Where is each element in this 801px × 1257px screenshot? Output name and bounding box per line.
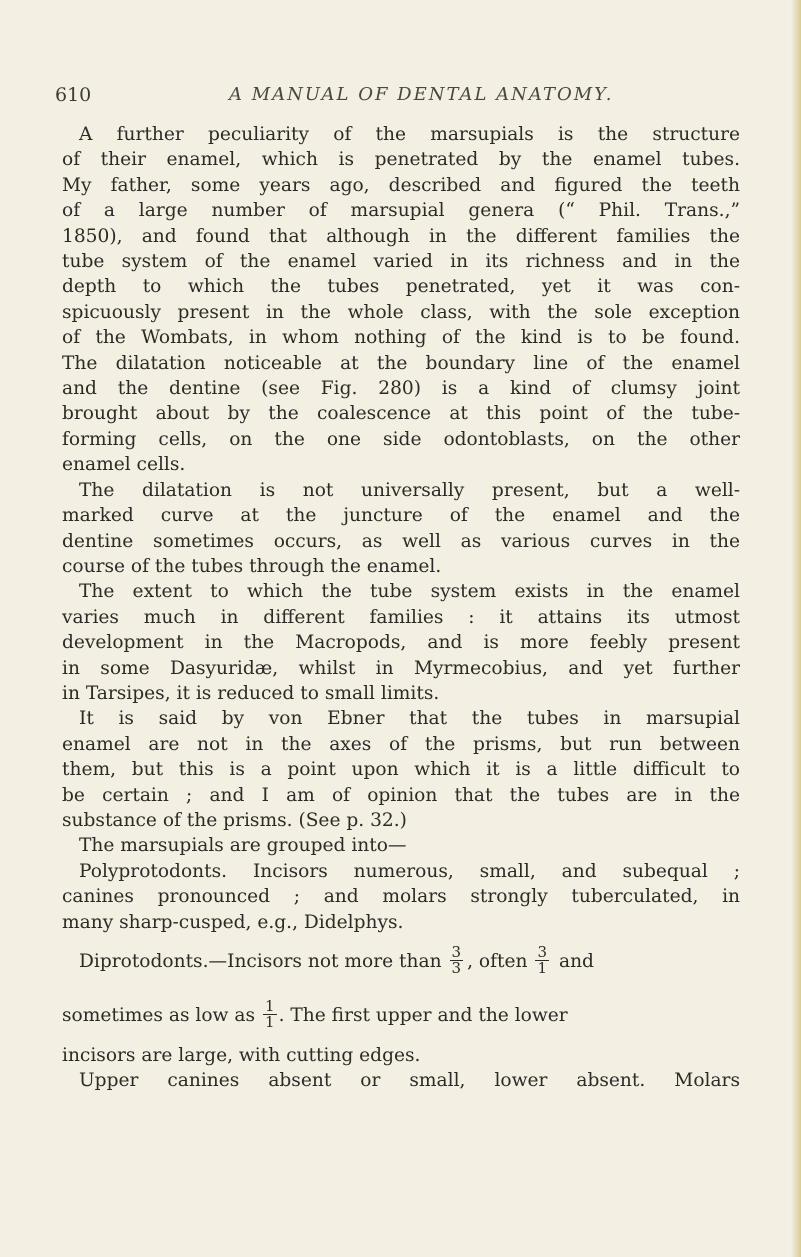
text-line: course of the tubes through the enamel. xyxy=(62,555,442,577)
paragraph-tube-extent xyxy=(62,579,740,706)
text-line: The extent to which the tube system exists in the enamel xyxy=(79,581,740,603)
fraction-numerator: 3 xyxy=(537,942,547,961)
text-line: tube system of the enamel varied in its richness and in the xyxy=(62,251,740,273)
text-line: of their enamel, which is penetrated by the enamel tubes. xyxy=(62,149,740,171)
text-line: The marsupials are grouped into— xyxy=(79,835,407,857)
paragraph-dilatation xyxy=(62,478,740,580)
text-line: be certain ; and I am of opinion that the tubes are in the xyxy=(62,784,740,806)
text-fragment: Diprotodonts.—Incisors not more than xyxy=(79,951,442,973)
text-line: marked curve at the juncture of the enamel and the xyxy=(62,505,740,527)
fraction-numerator: 3 xyxy=(451,942,462,961)
text-line: dentine sometimes occurs, as well as various curves in the xyxy=(62,530,740,552)
text-line: incisors are large, with cutting edges. xyxy=(62,1045,421,1066)
text-line: spicuously present in the whole class, with the sole exception xyxy=(62,301,740,323)
paragraph-enamel-structure xyxy=(62,122,740,478)
paragraph-upper-canines xyxy=(62,1068,740,1093)
text-line: forming cells, on the one side odontoblasts, on the other xyxy=(62,428,740,450)
text-line: A further peculiarity of the marsupials is the structure xyxy=(79,124,740,145)
paragraph-von-ebner xyxy=(62,706,740,833)
fraction-denominator: 3 xyxy=(451,958,462,977)
text-line: in some Dasyuridæ, whilst in Myrmecobius, and yet further xyxy=(62,657,740,679)
fraction-denominator: 1 xyxy=(537,958,547,977)
text-line: development in the Macropods, and is more feebly present xyxy=(62,632,740,654)
page-edge xyxy=(791,0,801,1257)
text-line: enamel are not in the axes of the prisms, but run between xyxy=(62,733,740,755)
text-line: Polyprotodonts. Incisors numerous, small, and subequal ; xyxy=(79,860,740,882)
text-fragment: , often xyxy=(467,951,528,973)
text-line: canines pronounced ; and molars strongly tuberculated, in xyxy=(62,886,740,908)
incisor-fraction xyxy=(535,942,549,977)
paragraph-grouping xyxy=(62,833,740,858)
text-line: enamel cells. xyxy=(62,454,186,476)
formula-line xyxy=(62,935,740,989)
text-line: It is said by von Ebner that the tubes in marsupial xyxy=(79,708,740,730)
fraction-numerator: 1 xyxy=(265,996,275,1015)
text-fragment: and xyxy=(559,951,594,973)
paragraph-polyprotodonts xyxy=(62,859,740,935)
page-number: 610 xyxy=(55,84,92,106)
text-line: in Tarsipes, it is reduced to small limits. xyxy=(62,682,440,704)
text-fragment: . The first upper and the lower xyxy=(278,1005,568,1027)
page-header xyxy=(55,84,755,114)
formula-line xyxy=(62,989,740,1043)
text-fragment: sometimes as low as xyxy=(62,1005,256,1027)
text-line: many sharp-cusped, e.g., Didelphys. xyxy=(62,911,404,933)
text-line: The dilatation noticeable at the boundary line of the enamel xyxy=(62,352,740,374)
text-line: of a large number of marsupial genera (“ Phil. Trans.,” xyxy=(62,200,740,222)
text-line: The dilatation is not universally present, but a well- xyxy=(79,479,740,501)
text-line: of the Wombats, in whom nothing of the kind is to be found. xyxy=(62,327,740,349)
text-line: My father, some years ago, described and figured the teeth xyxy=(62,174,740,196)
text-line: Upper canines absent or small, lower absent. Molars xyxy=(79,1070,740,1092)
running-title: A MANUAL OF DENTAL ANATOMY. xyxy=(229,84,614,105)
text-line: substance of the prisms. (See p. 32.) xyxy=(62,809,407,831)
fraction-denominator: 1 xyxy=(265,1012,275,1031)
paragraph-diprotodonts xyxy=(62,935,740,1068)
incisor-fraction xyxy=(263,996,277,1031)
text-line: 1850), and found that although in the different families the xyxy=(62,225,740,247)
text-line: them, but this is a point upon which it is a little difficult to xyxy=(62,759,740,781)
text-line: and the dentine (see Fig. 280) is a kind of clumsy joint xyxy=(62,378,740,400)
body-text xyxy=(62,122,740,1094)
text-line: depth to which the tubes penetrated, yet it was con- xyxy=(62,276,740,298)
text-line: brought about by the coalescence at this point of the tube- xyxy=(62,403,740,425)
incisor-fraction xyxy=(450,942,464,977)
text-line: varies much in different families : it attains its utmost xyxy=(62,606,740,628)
